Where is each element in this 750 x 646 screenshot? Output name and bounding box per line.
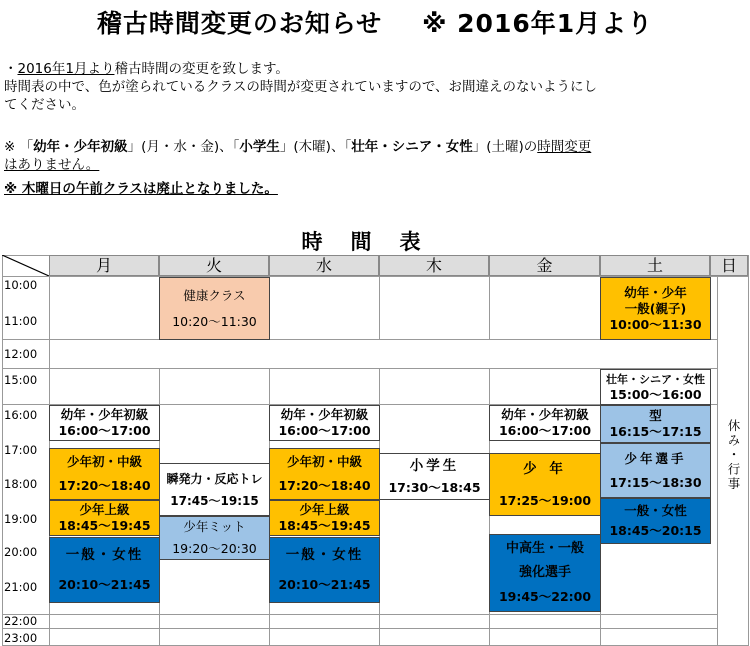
sunday-note: 休み・行事 xyxy=(726,418,741,492)
grid-line xyxy=(2,628,717,629)
class-block-tue-agility: 瞬発力・反応トレ 17:45〜19:15 xyxy=(159,463,270,516)
time-label: 19:00 xyxy=(4,512,38,526)
class-block-tue-health: 健康クラス 10:20〜11:30 xyxy=(159,277,270,340)
time-label: 10:00 xyxy=(4,278,38,292)
note-line-6: ※ 木曜日の午前クラスは廃止となりました。 xyxy=(4,181,278,197)
day-header-sat: 土 xyxy=(600,255,710,276)
day-header-mon: 月 xyxy=(49,255,159,276)
header-corner-diagonal xyxy=(2,255,49,276)
time-label: 16:00 xyxy=(4,408,38,422)
class-block-wed-general: 一般・女性 20:10〜21:45 xyxy=(269,537,380,603)
class-block-fri-kids: 幼年・少年初級 16:00〜17:00 xyxy=(489,405,601,441)
timetable-title: 時間表 xyxy=(301,230,449,254)
time-label: 11:00 xyxy=(4,314,38,328)
class-block-sat-parent: 幼年・少年 一般(親子) 10:00〜11:30 xyxy=(600,277,711,340)
note-line-2: 時間表の中で、色が塗られているクラスの時間が変更されていますので、お間違えのないようにし xyxy=(4,79,598,95)
class-block-mon-mid: 少年初・中級 17:20〜18:40 xyxy=(49,448,160,500)
class-block-fri-highschool: 中高生・一般 強化選手 19:45〜22:00 xyxy=(489,534,601,612)
time-label: 20:00 xyxy=(4,545,38,559)
class-block-thu-elem: 小学生 17:30〜18:45 xyxy=(379,453,490,500)
class-block-wed-adv: 少年上級 18:45〜19:45 xyxy=(269,500,380,536)
class-block-wed-kids: 幼年・少年初級 16:00〜17:00 xyxy=(269,405,380,441)
note-line-3: てください。 xyxy=(4,97,85,113)
class-block-sat-select: 少年選手 17:15〜18:30 xyxy=(600,443,711,498)
class-block-mon-kids: 幼年・少年初級 16:00〜17:00 xyxy=(49,405,160,441)
day-header-fri: 金 xyxy=(489,255,600,276)
class-block-tue-mitt: 少年ミット 19:20〜20:30 xyxy=(159,516,270,560)
note-line-5: はありません。 xyxy=(4,157,100,173)
effective-date: ※ 2016年1月より xyxy=(422,9,654,38)
time-label: 23:00 xyxy=(4,631,38,645)
note-line-4: ※ 「幼年・少年初級」(月・水・金)、「小学生」(木曜)、「壮年・シニア・女性」(土曜)の時間変更 xyxy=(4,139,592,155)
time-label: 22:00 xyxy=(4,614,38,628)
class-block-sat-general: 一般・女性 18:45〜20:15 xyxy=(600,498,711,544)
time-label: 17:00 xyxy=(4,443,38,457)
grid-line xyxy=(748,255,749,646)
time-label: 18:00 xyxy=(4,477,38,491)
page-title: 稽古時間変更のお知らせ ※ 2016年1月より xyxy=(96,9,654,38)
day-header-wed: 水 xyxy=(269,255,379,276)
day-header-tue: 火 xyxy=(159,255,269,276)
day-header-thu: 木 xyxy=(379,255,489,276)
class-block-wed-mid: 少年初・中級 17:20〜18:40 xyxy=(269,448,380,500)
grid-line xyxy=(2,255,3,646)
grid-line xyxy=(2,614,717,615)
day-header-sun: 日 xyxy=(710,255,748,276)
class-block-sat-senior: 壮年・シニア・女性 15:00〜16:00 xyxy=(600,369,711,405)
note-line-1: ・2016年1月より稽古時間の変更を致します。 xyxy=(4,61,289,77)
time-label: 12:00 xyxy=(4,347,38,361)
time-label: 15:00 xyxy=(4,373,38,387)
class-block-sat-kata: 型 16:15〜17:15 xyxy=(600,405,711,443)
class-block-fri-youth: 少 年 17:25〜19:00 xyxy=(489,453,601,516)
time-label: 21:00 xyxy=(4,580,38,594)
class-block-mon-general: 一般・女性 20:10〜21:45 xyxy=(49,537,160,603)
class-block-mon-adv: 少年上級 18:45〜19:45 xyxy=(49,500,160,536)
